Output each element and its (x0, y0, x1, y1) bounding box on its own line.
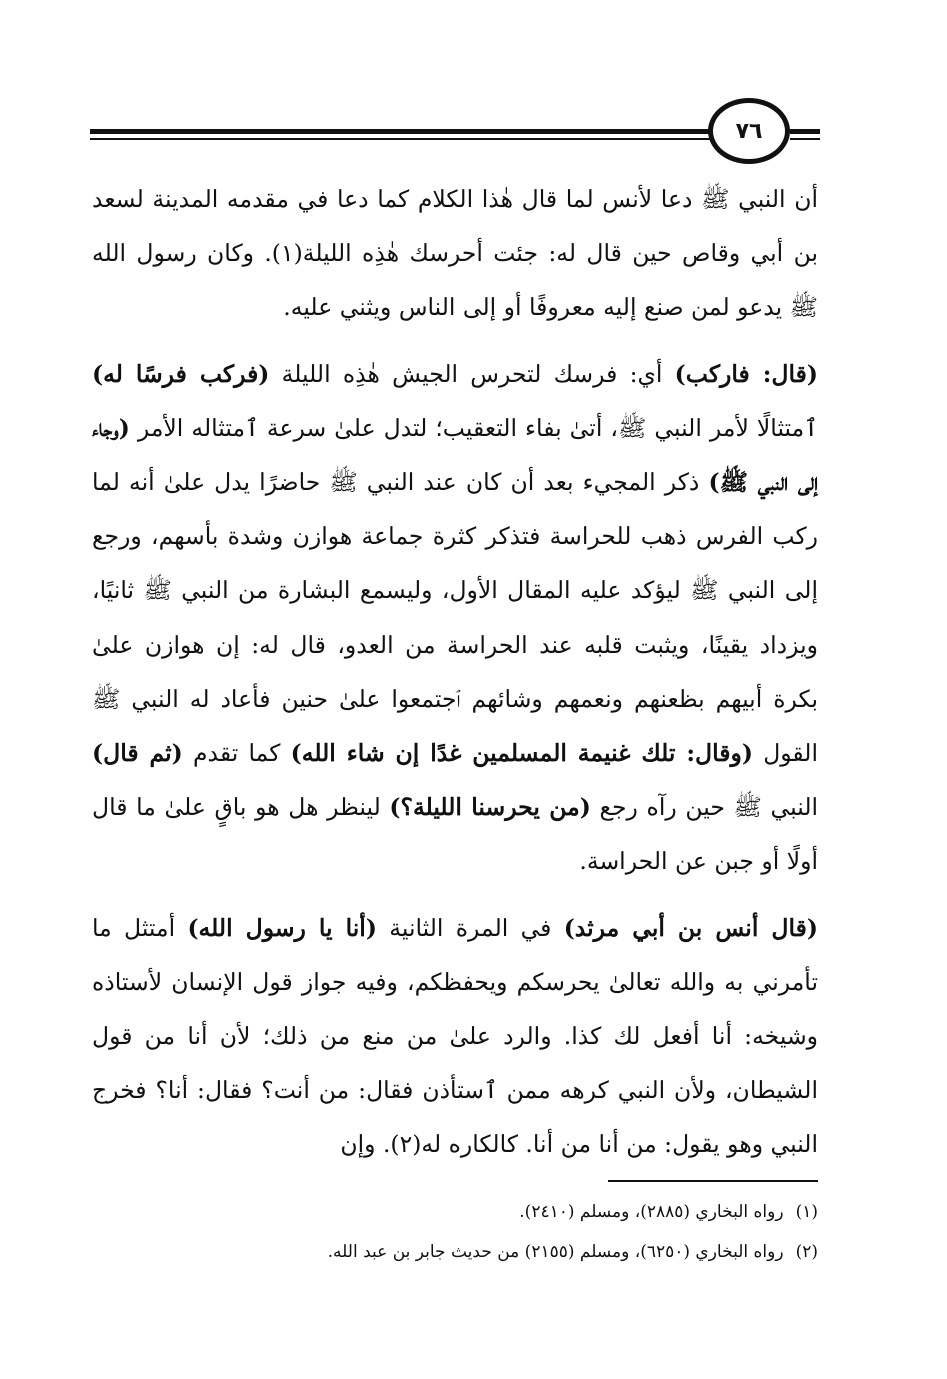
bold-quote-run: (وجاء إلى النبي ﷺ) (92, 413, 819, 497)
text-run: ٱمتثالًا لأمر النبي ﷺ، أتىٰ بفاء التعقيب؛ لتدل علىٰ سرعة ٱمتثاله الأمر (129, 413, 818, 442)
text-run: أي: فرسك لتحرس الجيش هٰذِه الليلة (269, 359, 675, 388)
paragraph (92, 901, 818, 1172)
bold-quote-run: (قال: فاركب) (674, 359, 818, 388)
footnote-separator (608, 1180, 818, 1182)
footnote (92, 1192, 818, 1232)
bold-quote-run: (ثم قال) (92, 739, 183, 768)
header-rule-right-thick (790, 129, 820, 134)
text-run: كما تقدم (182, 739, 291, 768)
page-number: ٧٦ (708, 98, 790, 164)
text-run: في المرة الثانية (376, 913, 564, 942)
bold-quote-run: (من يحرسنا الليلة؟) (389, 793, 591, 822)
footnote-number: (١) (795, 1202, 818, 1222)
bold-quote-run: (قال أنس بن أبي مرثد) (563, 913, 818, 942)
header-rule-thin (90, 138, 710, 140)
text-run: لينظر هل هو باقٍ علىٰ ما قال أولًا أو جبن عن الحراسة. (92, 793, 818, 876)
header-rule-right-thin (790, 138, 820, 140)
text-run: ذكر المجيء بعد أن كان عند النبي ﷺ حاضرًا يدل علىٰ أنه لما ركب الفرس ذهب للحراسة فتذكر كثرة جماعة هوازن وشدة بأسهم، ورجع إلى النبي ﷺ ليؤكد عليه المقال الأول، وليسمع البشارة من النبي ﷺ ثانيًا، ويزداد يقينًا، ويثبت قلبه عند الحراسة من العدو، قال له: إن هوازن علىٰ بكرة أبيهم بظعنهم ونعمهم وشائهم ٱجتمعوا علىٰ حنين فأعاد له النبي ﷺ القول (92, 468, 818, 768)
footnote-text: رواه البخاري (٢٨٨٥)، ومسلم (٢٤١٠). (519, 1202, 784, 1222)
page-header (90, 98, 820, 168)
paragraph (92, 347, 818, 889)
footnote-text: رواه البخاري (٦٢٥٠)، ومسلم (٢١٥٥) من حديث جابر بن عبد الله. (327, 1242, 784, 1262)
header-rule-thick (90, 129, 710, 134)
bold-quote-run: (وقال: تلك غنيمة المسلمين غدًا إن شاء الله) (290, 739, 753, 768)
footnote-number: (٢) (795, 1242, 818, 1262)
paragraph (92, 172, 818, 335)
main-text (92, 172, 818, 1172)
bold-quote-run: (أنا يا رسول الله) (187, 913, 377, 942)
footnote (92, 1232, 818, 1272)
text-run: أمتثل ما تأمرني به والله تعالىٰ يحرسكم ويحفظكم، وفيه جواز قول الإنسان لأستاذه وشيخه: أنا أفعل لك كذا. والرد علىٰ من منع من ذلك؛ لأن أنا من قول الشيطان، ولأن النبي كرهه ممن ٱستأذن فقال: من أنت؟ فقال: أنا؟ فخرج النبي وهو يقول: من أنا من أنا. كالكاره له(٢). وإن (92, 913, 818, 1159)
text-run: أن النبي ﷺ دعا لأنس لما قال هٰذا الكلام كما دعا في مقدمه المدينة لسعد بن أبي وقاص حين قال له: جئت أحرسك هٰذِه الليلة(١). وكان رسول الله ﷺ يدعو لمن صنع إليه معروفًا أو إلى الناس ويثني عليه. (92, 185, 818, 322)
footnotes (92, 1192, 818, 1272)
text-run: النبي ﷺ حين رآه رجع (590, 793, 819, 822)
bold-quote-run: (فركب فرسًا له) (92, 359, 270, 388)
